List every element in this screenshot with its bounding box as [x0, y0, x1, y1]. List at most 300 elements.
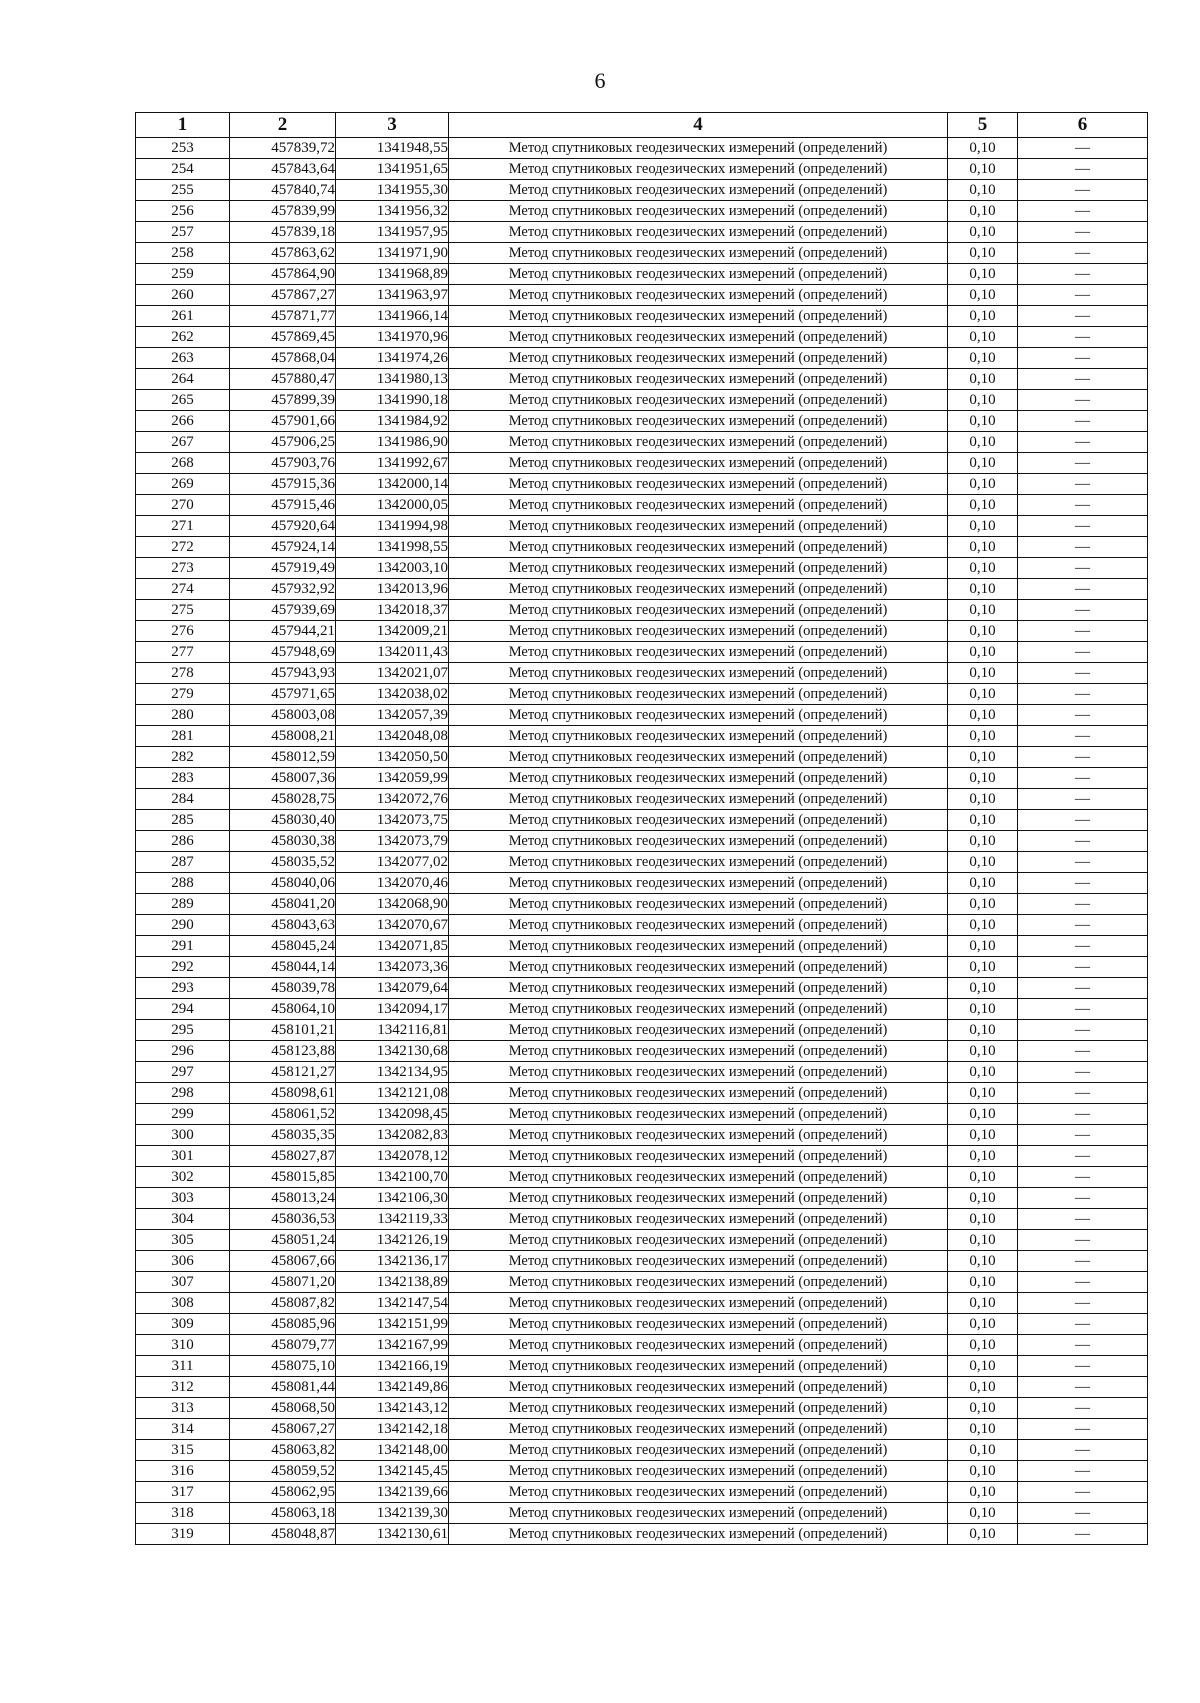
table-row [136, 222, 1148, 243]
coordinate-x-cell: 458063,82 [230, 1440, 336, 1461]
method-cell: Метод спутниковых геодезических измерений (определений) [449, 1335, 948, 1356]
description-cell: — [1018, 1335, 1148, 1356]
accuracy-cell: 0,10 [948, 1293, 1018, 1314]
description-cell: — [1018, 516, 1148, 537]
point-number-cell: 312 [136, 1377, 230, 1398]
coordinates-table [135, 112, 1148, 1545]
coordinate-x-cell: 457939,69 [230, 600, 336, 621]
accuracy-cell: 0,10 [948, 1125, 1018, 1146]
coordinate-x-cell: 458067,66 [230, 1251, 336, 1272]
point-number-cell: 269 [136, 474, 230, 495]
point-number-cell: 263 [136, 348, 230, 369]
coordinate-y-cell: 1342098,45 [336, 1104, 449, 1125]
coordinate-x-cell: 458039,78 [230, 978, 336, 999]
coordinate-y-cell: 1342073,79 [336, 831, 449, 852]
description-cell: — [1018, 411, 1148, 432]
accuracy-cell: 0,10 [948, 684, 1018, 705]
accuracy-cell: 0,10 [948, 600, 1018, 621]
description-cell: — [1018, 243, 1148, 264]
description-cell: — [1018, 1314, 1148, 1335]
table-row [136, 1482, 1148, 1503]
description-cell: — [1018, 201, 1148, 222]
description-cell: — [1018, 1461, 1148, 1482]
method-cell: Метод спутниковых геодезических измерений (определений) [449, 1419, 948, 1440]
method-cell: Метод спутниковых геодезических измерений (определений) [449, 684, 948, 705]
coordinate-y-cell: 1342072,76 [336, 789, 449, 810]
coordinate-y-cell: 1341956,32 [336, 201, 449, 222]
header-col-1: 1 [136, 113, 230, 138]
coordinate-x-cell: 457948,69 [230, 642, 336, 663]
coordinate-x-cell: 457899,39 [230, 390, 336, 411]
coordinate-x-cell: 457840,74 [230, 180, 336, 201]
coordinate-x-cell: 458030,40 [230, 810, 336, 831]
table-row [136, 348, 1148, 369]
description-cell: — [1018, 1482, 1148, 1503]
method-cell: Метод спутниковых геодезических измерений (определений) [449, 222, 948, 243]
method-cell: Метод спутниковых геодезических измерений (определений) [449, 831, 948, 852]
point-number-cell: 313 [136, 1398, 230, 1419]
method-cell: Метод спутниковых геодезических измерений (определений) [449, 369, 948, 390]
header-col-5: 5 [948, 113, 1018, 138]
coordinate-y-cell: 1341963,97 [336, 285, 449, 306]
description-cell: — [1018, 159, 1148, 180]
method-cell: Метод спутниковых геодезических измерений (определений) [449, 1104, 948, 1125]
method-cell: Метод спутниковых геодезических измерений (определений) [449, 1167, 948, 1188]
method-cell: Метод спутниковых геодезических измерений (определений) [449, 957, 948, 978]
point-number-cell: 287 [136, 852, 230, 873]
coordinate-x-cell: 458048,87 [230, 1524, 336, 1545]
coordinate-y-cell: 1342130,68 [336, 1041, 449, 1062]
description-cell: — [1018, 705, 1148, 726]
point-number-cell: 270 [136, 495, 230, 516]
coordinate-x-cell: 458044,14 [230, 957, 336, 978]
accuracy-cell: 0,10 [948, 390, 1018, 411]
point-number-cell: 272 [136, 537, 230, 558]
coordinate-y-cell: 1342143,12 [336, 1398, 449, 1419]
table-row [136, 579, 1148, 600]
description-cell: — [1018, 558, 1148, 579]
coordinate-x-cell: 457915,46 [230, 495, 336, 516]
point-number-cell: 266 [136, 411, 230, 432]
coordinate-x-cell: 458071,20 [230, 1272, 336, 1293]
table-row [136, 495, 1148, 516]
table-row [136, 474, 1148, 495]
point-number-cell: 275 [136, 600, 230, 621]
description-cell: — [1018, 684, 1148, 705]
method-cell: Метод спутниковых геодезических измерений (определений) [449, 1482, 948, 1503]
accuracy-cell: 0,10 [948, 1440, 1018, 1461]
point-number-cell: 299 [136, 1104, 230, 1125]
description-cell: — [1018, 621, 1148, 642]
description-cell: — [1018, 642, 1148, 663]
point-number-cell: 310 [136, 1335, 230, 1356]
point-number-cell: 260 [136, 285, 230, 306]
coordinate-y-cell: 1341970,96 [336, 327, 449, 348]
point-number-cell: 284 [136, 789, 230, 810]
accuracy-cell: 0,10 [948, 1188, 1018, 1209]
accuracy-cell: 0,10 [948, 369, 1018, 390]
accuracy-cell: 0,10 [948, 642, 1018, 663]
description-cell: — [1018, 138, 1148, 159]
table-row [136, 768, 1148, 789]
coordinate-y-cell: 1341986,90 [336, 432, 449, 453]
accuracy-cell: 0,10 [948, 621, 1018, 642]
description-cell: — [1018, 978, 1148, 999]
table-row [136, 831, 1148, 852]
point-number-cell: 307 [136, 1272, 230, 1293]
method-cell: Метод спутниковых геодезических измерений (определений) [449, 873, 948, 894]
method-cell: Метод спутниковых геодезических измерений (определений) [449, 1293, 948, 1314]
method-cell: Метод спутниковых геодезических измерений (определений) [449, 1251, 948, 1272]
coordinate-y-cell: 1342130,61 [336, 1524, 449, 1545]
coordinate-y-cell: 1342078,12 [336, 1146, 449, 1167]
coordinate-x-cell: 458013,24 [230, 1188, 336, 1209]
coordinate-y-cell: 1342167,99 [336, 1335, 449, 1356]
accuracy-cell: 0,10 [948, 1377, 1018, 1398]
coordinate-x-cell: 457864,90 [230, 264, 336, 285]
description-cell: — [1018, 1167, 1148, 1188]
coordinate-y-cell: 1342071,85 [336, 936, 449, 957]
description-cell: — [1018, 348, 1148, 369]
table-row [136, 684, 1148, 705]
point-number-cell: 305 [136, 1230, 230, 1251]
table-row [136, 1188, 1148, 1209]
coordinate-y-cell: 1342119,33 [336, 1209, 449, 1230]
point-number-cell: 291 [136, 936, 230, 957]
description-cell: — [1018, 1062, 1148, 1083]
accuracy-cell: 0,10 [948, 306, 1018, 327]
description-cell: — [1018, 222, 1148, 243]
table-row [136, 453, 1148, 474]
point-number-cell: 279 [136, 684, 230, 705]
method-cell: Метод спутниковых геодезических измерений (определений) [449, 768, 948, 789]
point-number-cell: 258 [136, 243, 230, 264]
table-row [136, 1041, 1148, 1062]
accuracy-cell: 0,10 [948, 1062, 1018, 1083]
coordinate-y-cell: 1342013,96 [336, 579, 449, 600]
coordinate-y-cell: 1342151,99 [336, 1314, 449, 1335]
description-cell: — [1018, 1020, 1148, 1041]
coordinate-y-cell: 1341957,95 [336, 222, 449, 243]
table-row [136, 1356, 1148, 1377]
method-cell: Метод спутниковых геодезических измерений (определений) [449, 1083, 948, 1104]
description-cell: — [1018, 1104, 1148, 1125]
point-number-cell: 278 [136, 663, 230, 684]
coordinate-y-cell: 1342116,81 [336, 1020, 449, 1041]
description-cell: — [1018, 1272, 1148, 1293]
accuracy-cell: 0,10 [948, 516, 1018, 537]
accuracy-cell: 0,10 [948, 873, 1018, 894]
method-cell: Метод спутниковых геодезических измерений (определений) [449, 516, 948, 537]
point-number-cell: 304 [136, 1209, 230, 1230]
description-cell: — [1018, 1377, 1148, 1398]
coordinate-x-cell: 457867,27 [230, 285, 336, 306]
description-cell: — [1018, 1209, 1148, 1230]
coordinate-x-cell: 458028,75 [230, 789, 336, 810]
method-cell: Метод спутниковых геодезических измерений (определений) [449, 789, 948, 810]
coordinate-x-cell: 458081,44 [230, 1377, 336, 1398]
description-cell: — [1018, 1251, 1148, 1272]
description-cell: — [1018, 1293, 1148, 1314]
coordinate-y-cell: 1341998,55 [336, 537, 449, 558]
method-cell: Метод спутниковых геодезических измерений (определений) [449, 978, 948, 999]
description-cell: — [1018, 1083, 1148, 1104]
table-row [136, 852, 1148, 873]
method-cell: Метод спутниковых геодезических измерений (определений) [449, 138, 948, 159]
accuracy-cell: 0,10 [948, 1083, 1018, 1104]
point-number-cell: 286 [136, 831, 230, 852]
method-cell: Метод спутниковых геодезических измерений (определений) [449, 1398, 948, 1419]
coordinate-y-cell: 1342070,67 [336, 915, 449, 936]
point-number-cell: 301 [136, 1146, 230, 1167]
accuracy-cell: 0,10 [948, 348, 1018, 369]
table-row [136, 1335, 1148, 1356]
description-cell: — [1018, 390, 1148, 411]
coordinate-y-cell: 1342048,08 [336, 726, 449, 747]
description-cell: — [1018, 453, 1148, 474]
accuracy-cell: 0,10 [948, 726, 1018, 747]
method-cell: Метод спутниковых геодезических измерений (определений) [449, 390, 948, 411]
description-cell: — [1018, 852, 1148, 873]
coordinate-x-cell: 458075,10 [230, 1356, 336, 1377]
description-cell: — [1018, 285, 1148, 306]
method-cell: Метод спутниковых геодезических измерений (определений) [449, 1440, 948, 1461]
method-cell: Метод спутниковых геодезических измерений (определений) [449, 201, 948, 222]
description-cell: — [1018, 369, 1148, 390]
table-row [136, 558, 1148, 579]
method-cell: Метод спутниковых геодезических измерений (определений) [449, 558, 948, 579]
description-cell: — [1018, 1188, 1148, 1209]
coordinate-x-cell: 457971,65 [230, 684, 336, 705]
method-cell: Метод спутниковых геодезических измерений (определений) [449, 1503, 948, 1524]
description-cell: — [1018, 474, 1148, 495]
coordinate-y-cell: 1342121,08 [336, 1083, 449, 1104]
accuracy-cell: 0,10 [948, 747, 1018, 768]
description-cell: — [1018, 306, 1148, 327]
point-number-cell: 302 [136, 1167, 230, 1188]
coordinate-x-cell: 458059,52 [230, 1461, 336, 1482]
point-number-cell: 282 [136, 747, 230, 768]
coordinate-x-cell: 458061,52 [230, 1104, 336, 1125]
coordinate-x-cell: 458030,38 [230, 831, 336, 852]
accuracy-cell: 0,10 [948, 768, 1018, 789]
coordinate-x-cell: 457843,64 [230, 159, 336, 180]
coordinate-y-cell: 1342070,46 [336, 873, 449, 894]
table-row [136, 1104, 1148, 1125]
accuracy-cell: 0,10 [948, 243, 1018, 264]
accuracy-cell: 0,10 [948, 285, 1018, 306]
coordinate-x-cell: 458040,06 [230, 873, 336, 894]
description-cell: — [1018, 1524, 1148, 1545]
point-number-cell: 306 [136, 1251, 230, 1272]
accuracy-cell: 0,10 [948, 159, 1018, 180]
method-cell: Метод спутниковых геодезических измерений (определений) [449, 579, 948, 600]
accuracy-cell: 0,10 [948, 1461, 1018, 1482]
method-cell: Метод спутниковых геодезических измерений (определений) [449, 1461, 948, 1482]
method-cell: Метод спутниковых геодезических измерений (определений) [449, 180, 948, 201]
table-row [136, 957, 1148, 978]
coordinate-x-cell: 458041,20 [230, 894, 336, 915]
table-row [136, 285, 1148, 306]
accuracy-cell: 0,10 [948, 474, 1018, 495]
method-cell: Метод спутниковых геодезических измерений (определений) [449, 1062, 948, 1083]
method-cell: Метод спутниковых геодезических измерений (определений) [449, 1146, 948, 1167]
table-row [136, 726, 1148, 747]
accuracy-cell: 0,10 [948, 138, 1018, 159]
description-cell: — [1018, 537, 1148, 558]
accuracy-cell: 0,10 [948, 264, 1018, 285]
coordinate-y-cell: 1342126,19 [336, 1230, 449, 1251]
table-row [136, 789, 1148, 810]
coordinate-x-cell: 458003,08 [230, 705, 336, 726]
description-cell: — [1018, 957, 1148, 978]
method-cell: Метод спутниковых геодезических измерений (определений) [449, 285, 948, 306]
accuracy-cell: 0,10 [948, 894, 1018, 915]
coordinate-x-cell: 457943,93 [230, 663, 336, 684]
coordinate-y-cell: 1342011,43 [336, 642, 449, 663]
point-number-cell: 319 [136, 1524, 230, 1545]
coordinate-x-cell: 457915,36 [230, 474, 336, 495]
accuracy-cell: 0,10 [948, 1524, 1018, 1545]
accuracy-cell: 0,10 [948, 1356, 1018, 1377]
description-cell: — [1018, 1419, 1148, 1440]
accuracy-cell: 0,10 [948, 1167, 1018, 1188]
coordinate-x-cell: 457903,76 [230, 453, 336, 474]
method-cell: Метод спутниковых геодезических измерений (определений) [449, 642, 948, 663]
point-number-cell: 298 [136, 1083, 230, 1104]
coordinate-y-cell: 1341968,89 [336, 264, 449, 285]
method-cell: Метод спутниковых геодезических измерений (определений) [449, 894, 948, 915]
table-row [136, 747, 1148, 768]
coordinate-y-cell: 1342038,02 [336, 684, 449, 705]
table-row [136, 1062, 1148, 1083]
description-cell: — [1018, 1356, 1148, 1377]
accuracy-cell: 0,10 [948, 201, 1018, 222]
point-number-cell: 316 [136, 1461, 230, 1482]
coordinate-y-cell: 1341974,26 [336, 348, 449, 369]
table-header-row [136, 113, 1148, 138]
coordinate-y-cell: 1342073,36 [336, 957, 449, 978]
table-row [136, 432, 1148, 453]
table-row [136, 243, 1148, 264]
table-row [136, 1272, 1148, 1293]
coordinate-x-cell: 458098,61 [230, 1083, 336, 1104]
point-number-cell: 256 [136, 201, 230, 222]
coordinate-x-cell: 458008,21 [230, 726, 336, 747]
accuracy-cell: 0,10 [948, 831, 1018, 852]
description-cell: — [1018, 600, 1148, 621]
header-col-4: 4 [449, 113, 948, 138]
coordinate-y-cell: 1342018,37 [336, 600, 449, 621]
coordinate-x-cell: 457901,66 [230, 411, 336, 432]
coordinate-x-cell: 458064,10 [230, 999, 336, 1020]
method-cell: Метод спутниковых геодезических измерений (определений) [449, 537, 948, 558]
description-cell: — [1018, 768, 1148, 789]
table-row [136, 621, 1148, 642]
accuracy-cell: 0,10 [948, 978, 1018, 999]
accuracy-cell: 0,10 [948, 411, 1018, 432]
header-col-6: 6 [1018, 113, 1148, 138]
point-number-cell: 300 [136, 1125, 230, 1146]
point-number-cell: 268 [136, 453, 230, 474]
accuracy-cell: 0,10 [948, 537, 1018, 558]
coordinate-y-cell: 1341966,14 [336, 306, 449, 327]
table-row [136, 306, 1148, 327]
table-row [136, 600, 1148, 621]
accuracy-cell: 0,10 [948, 1314, 1018, 1335]
coordinate-x-cell: 457871,77 [230, 306, 336, 327]
method-cell: Метод спутниковых геодезических измерений (определений) [449, 621, 948, 642]
coordinate-y-cell: 1341951,65 [336, 159, 449, 180]
coordinate-x-cell: 458063,18 [230, 1503, 336, 1524]
accuracy-cell: 0,10 [948, 558, 1018, 579]
method-cell: Метод спутниковых геодезических измерений (определений) [449, 852, 948, 873]
point-number-cell: 261 [136, 306, 230, 327]
accuracy-cell: 0,10 [948, 1041, 1018, 1062]
table-row [136, 1503, 1148, 1524]
coordinate-x-cell: 457924,14 [230, 537, 336, 558]
point-number-cell: 264 [136, 369, 230, 390]
table-row [136, 1524, 1148, 1545]
point-number-cell: 285 [136, 810, 230, 831]
table-row [136, 894, 1148, 915]
method-cell: Метод спутниковых геодезических измерений (определений) [449, 1356, 948, 1377]
header-col-2: 2 [230, 113, 336, 138]
coordinate-x-cell: 457839,99 [230, 201, 336, 222]
accuracy-cell: 0,10 [948, 999, 1018, 1020]
table-row [136, 1209, 1148, 1230]
description-cell: — [1018, 1146, 1148, 1167]
description-cell: — [1018, 1230, 1148, 1251]
method-cell: Метод спутниковых геодезических измерений (определений) [449, 348, 948, 369]
accuracy-cell: 0,10 [948, 1503, 1018, 1524]
coordinate-y-cell: 1342145,45 [336, 1461, 449, 1482]
table-row [136, 411, 1148, 432]
point-number-cell: 294 [136, 999, 230, 1020]
method-cell: Метод спутниковых геодезических измерений (определений) [449, 264, 948, 285]
accuracy-cell: 0,10 [948, 1230, 1018, 1251]
coordinate-x-cell: 457932,92 [230, 579, 336, 600]
method-cell: Метод спутниковых геодезических измерений (определений) [449, 1272, 948, 1293]
table-row [136, 390, 1148, 411]
point-number-cell: 254 [136, 159, 230, 180]
point-number-cell: 267 [136, 432, 230, 453]
method-cell: Метод спутниковых геодезических измерений (определений) [449, 1314, 948, 1335]
point-number-cell: 293 [136, 978, 230, 999]
accuracy-cell: 0,10 [948, 1104, 1018, 1125]
coordinate-y-cell: 1342009,21 [336, 621, 449, 642]
header-col-3: 3 [336, 113, 449, 138]
table-row [136, 180, 1148, 201]
accuracy-cell: 0,10 [948, 327, 1018, 348]
method-cell: Метод спутниковых геодезических измерений (определений) [449, 663, 948, 684]
coordinate-y-cell: 1342139,30 [336, 1503, 449, 1524]
method-cell: Метод спутниковых геодезических измерений (определений) [449, 159, 948, 180]
point-number-cell: 255 [136, 180, 230, 201]
accuracy-cell: 0,10 [948, 180, 1018, 201]
page-number: 6 [594, 68, 606, 93]
accuracy-cell: 0,10 [948, 1419, 1018, 1440]
coordinate-x-cell: 458062,95 [230, 1482, 336, 1503]
table-row [136, 873, 1148, 894]
accuracy-cell: 0,10 [948, 1272, 1018, 1293]
coordinate-y-cell: 1342100,70 [336, 1167, 449, 1188]
method-cell: Метод спутниковых геодезических измерений (определений) [449, 327, 948, 348]
point-number-cell: 276 [136, 621, 230, 642]
table-row [136, 810, 1148, 831]
coordinate-y-cell: 1341948,55 [336, 138, 449, 159]
coordinate-y-cell: 1342094,17 [336, 999, 449, 1020]
